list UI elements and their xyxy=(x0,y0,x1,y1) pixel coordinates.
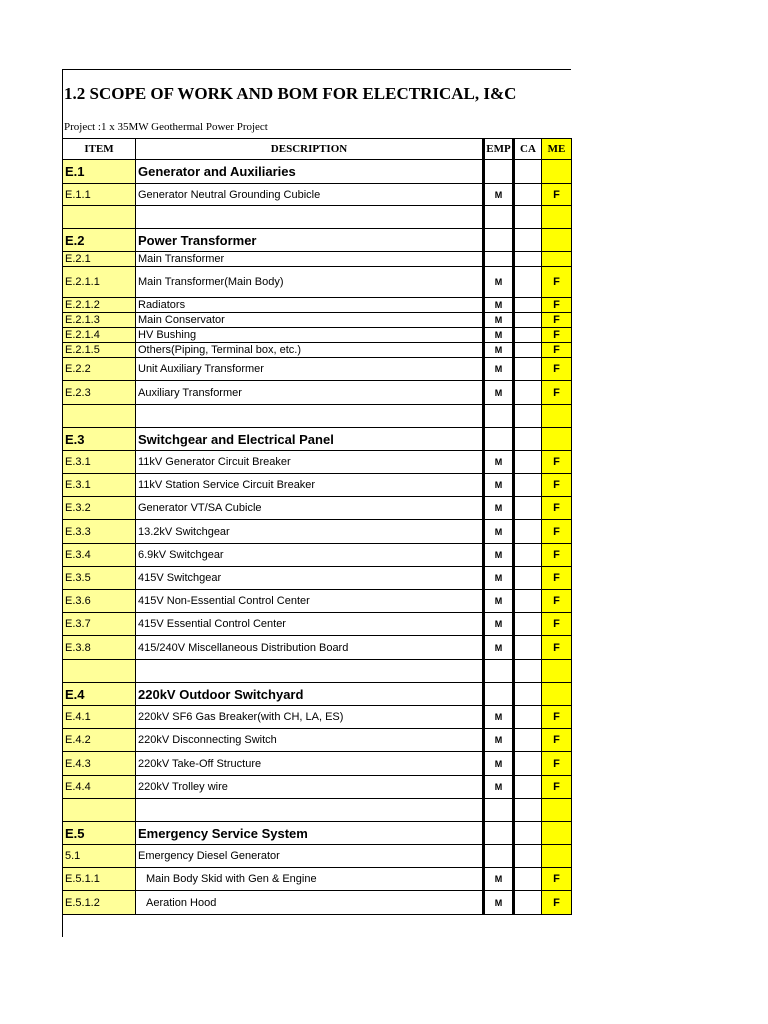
ca-cell xyxy=(514,298,542,313)
me-cell: F xyxy=(542,267,572,298)
table-row xyxy=(63,184,572,206)
emp-cell: M xyxy=(484,497,514,520)
emp-cell: M xyxy=(484,636,514,660)
table-row xyxy=(63,706,572,729)
me-cell: F xyxy=(542,729,572,752)
description-cell xyxy=(136,799,484,822)
me-cell: F xyxy=(542,776,572,799)
emp-cell xyxy=(484,845,514,868)
item-cell: E.5 xyxy=(63,822,136,845)
item-cell: E.4 xyxy=(63,683,136,706)
description-cell: Auxiliary Transformer xyxy=(136,381,484,405)
me-cell: F xyxy=(542,381,572,405)
item-cell: E.5.1.2 xyxy=(63,891,136,915)
ca-cell xyxy=(514,451,542,474)
item-cell: E.3.2 xyxy=(63,497,136,520)
ca-cell xyxy=(514,328,542,343)
table-row xyxy=(63,328,572,343)
ca-cell xyxy=(514,343,542,358)
ca-cell xyxy=(514,590,542,613)
emp-cell xyxy=(484,799,514,822)
emp-cell xyxy=(484,229,514,252)
table-row xyxy=(63,567,572,590)
table-row xyxy=(63,891,572,915)
section-row xyxy=(63,822,572,845)
item-cell xyxy=(63,206,136,229)
item-cell: E.3.6 xyxy=(63,590,136,613)
ca-cell xyxy=(514,381,542,405)
ca-cell xyxy=(514,868,542,891)
description-cell: 220kV Trolley wire xyxy=(136,776,484,799)
description-cell: Others(Piping, Terminal box, etc.) xyxy=(136,343,484,358)
header-ca: CA xyxy=(514,139,542,160)
description-cell xyxy=(136,206,484,229)
me-cell xyxy=(542,845,572,868)
item-cell: E.3.1 xyxy=(63,451,136,474)
item-cell xyxy=(63,405,136,428)
ca-cell xyxy=(514,845,542,868)
emp-cell: M xyxy=(484,706,514,729)
me-cell: F xyxy=(542,636,572,660)
emp-cell: M xyxy=(484,343,514,358)
ca-cell xyxy=(514,358,542,381)
ca-cell xyxy=(514,428,542,451)
emp-cell xyxy=(484,160,514,184)
item-cell: E.2.1.2 xyxy=(63,298,136,313)
description-cell: 11kV Station Service Circuit Breaker xyxy=(136,474,484,497)
description-cell: 220kV Disconnecting Switch xyxy=(136,729,484,752)
ca-cell xyxy=(514,474,542,497)
description-cell: 415/240V Miscellaneous Distribution Board xyxy=(136,636,484,660)
description-cell: Aeration Hood xyxy=(136,891,484,915)
ca-cell xyxy=(514,544,542,567)
emp-cell: M xyxy=(484,267,514,298)
item-cell: E.3.5 xyxy=(63,567,136,590)
emp-cell xyxy=(484,822,514,845)
me-cell xyxy=(542,683,572,706)
table-row xyxy=(63,298,572,313)
table-row xyxy=(63,520,572,544)
ca-cell xyxy=(514,891,542,915)
item-cell: E.4.3 xyxy=(63,752,136,776)
blank-row xyxy=(63,799,572,822)
item-cell: 5.1 xyxy=(63,845,136,868)
me-cell xyxy=(542,660,572,683)
description-cell: Switchgear and Electrical Panel xyxy=(136,428,484,451)
me-cell: F xyxy=(542,184,572,206)
emp-cell: M xyxy=(484,776,514,799)
description-cell: HV Bushing xyxy=(136,328,484,343)
description-cell: Main Transformer(Main Body) xyxy=(136,267,484,298)
bom-table-body xyxy=(63,139,572,915)
page-frame-top xyxy=(62,69,571,70)
emp-cell xyxy=(484,206,514,229)
description-cell: Power Transformer xyxy=(136,229,484,252)
ca-cell xyxy=(514,160,542,184)
item-cell: E.1.1 xyxy=(63,184,136,206)
description-cell: 11kV Generator Circuit Breaker xyxy=(136,451,484,474)
emp-cell xyxy=(484,428,514,451)
section-row xyxy=(63,683,572,706)
emp-cell: M xyxy=(484,298,514,313)
description-cell: Generator Neutral Grounding Cubicle xyxy=(136,184,484,206)
document-title: 1.2 SCOPE OF WORK AND BOM FOR ELECTRICAL, I&C xyxy=(64,84,517,103)
me-cell: F xyxy=(542,613,572,636)
me-cell: F xyxy=(542,590,572,613)
section-row xyxy=(63,428,572,451)
project-label: Project :1 x 35MW Geothermal Power Project xyxy=(64,121,268,133)
me-cell xyxy=(542,206,572,229)
item-cell: E.2.1.3 xyxy=(63,313,136,328)
table-row xyxy=(63,729,572,752)
description-cell: 415V Essential Control Center xyxy=(136,613,484,636)
me-cell xyxy=(542,252,572,267)
header-item: ITEM xyxy=(63,139,136,160)
item-cell: E.3 xyxy=(63,428,136,451)
me-cell: F xyxy=(542,358,572,381)
table-row xyxy=(63,252,572,267)
item-cell: E.2.1 xyxy=(63,252,136,267)
me-cell: F xyxy=(542,497,572,520)
me-cell xyxy=(542,428,572,451)
me-cell: F xyxy=(542,343,572,358)
item-cell: E.4.4 xyxy=(63,776,136,799)
table-row xyxy=(63,451,572,474)
blank-row xyxy=(63,405,572,428)
emp-cell: M xyxy=(484,358,514,381)
description-cell: 415V Switchgear xyxy=(136,567,484,590)
item-cell: E.4.2 xyxy=(63,729,136,752)
item-cell: E.4.1 xyxy=(63,706,136,729)
description-cell: Main Transformer xyxy=(136,252,484,267)
item-cell: E.5.1.1 xyxy=(63,868,136,891)
emp-cell xyxy=(484,660,514,683)
emp-cell: M xyxy=(484,590,514,613)
description-cell: Emergency Service System xyxy=(136,822,484,845)
emp-cell xyxy=(484,405,514,428)
table-row xyxy=(63,358,572,381)
table-row xyxy=(63,613,572,636)
me-cell: F xyxy=(542,706,572,729)
ca-cell xyxy=(514,636,542,660)
me-cell xyxy=(542,822,572,845)
ca-cell xyxy=(514,613,542,636)
item-cell xyxy=(63,799,136,822)
me-cell xyxy=(542,229,572,252)
item-cell: E.3.1 xyxy=(63,474,136,497)
emp-cell xyxy=(484,252,514,267)
me-cell: F xyxy=(542,451,572,474)
ca-cell xyxy=(514,729,542,752)
item-cell: E.2.2 xyxy=(63,358,136,381)
me-cell: F xyxy=(542,868,572,891)
ca-cell xyxy=(514,497,542,520)
description-cell: Emergency Diesel Generator xyxy=(136,845,484,868)
header-description: DESCRIPTION xyxy=(136,139,484,160)
description-cell: Main Conservator xyxy=(136,313,484,328)
item-cell: E.1 xyxy=(63,160,136,184)
table-row xyxy=(63,313,572,328)
emp-cell: M xyxy=(484,328,514,343)
me-cell: F xyxy=(542,313,572,328)
table-row xyxy=(63,544,572,567)
description-cell: 13.2kV Switchgear xyxy=(136,520,484,544)
me-cell: F xyxy=(542,567,572,590)
table-row xyxy=(63,381,572,405)
table-row xyxy=(63,590,572,613)
item-cell: E.2.1.4 xyxy=(63,328,136,343)
emp-cell: M xyxy=(484,520,514,544)
item-cell: E.3.8 xyxy=(63,636,136,660)
bom-table xyxy=(62,138,572,915)
me-cell: F xyxy=(542,520,572,544)
description-cell: Main Body Skid with Gen & Engine xyxy=(136,868,484,891)
description-cell: Generator and Auxiliaries xyxy=(136,160,484,184)
description-cell: 415V Non-Essential Control Center xyxy=(136,590,484,613)
header-emp: EMP xyxy=(484,139,514,160)
ca-cell xyxy=(514,752,542,776)
blank-row xyxy=(63,660,572,683)
item-cell: E.3.4 xyxy=(63,544,136,567)
item-cell: E.2.3 xyxy=(63,381,136,405)
description-cell: Radiators xyxy=(136,298,484,313)
table-row xyxy=(63,636,572,660)
ca-cell xyxy=(514,799,542,822)
emp-cell xyxy=(484,683,514,706)
item-cell xyxy=(63,660,136,683)
table-row xyxy=(63,343,572,358)
ca-cell xyxy=(514,706,542,729)
emp-cell: M xyxy=(484,544,514,567)
emp-cell: M xyxy=(484,567,514,590)
emp-cell: M xyxy=(484,184,514,206)
description-cell: 6.9kV Switchgear xyxy=(136,544,484,567)
description-cell: 220kV SF6 Gas Breaker(with CH, LA, ES) xyxy=(136,706,484,729)
ca-cell xyxy=(514,313,542,328)
emp-cell: M xyxy=(484,313,514,328)
emp-cell: M xyxy=(484,381,514,405)
me-cell: F xyxy=(542,328,572,343)
emp-cell: M xyxy=(484,752,514,776)
item-cell: E.2.1.1 xyxy=(63,267,136,298)
description-cell xyxy=(136,405,484,428)
ca-cell xyxy=(514,184,542,206)
table-row xyxy=(63,474,572,497)
ca-cell xyxy=(514,660,542,683)
emp-cell: M xyxy=(484,868,514,891)
section-row xyxy=(63,160,572,184)
table-header-row xyxy=(63,139,572,160)
table-row xyxy=(63,845,572,868)
emp-cell: M xyxy=(484,474,514,497)
me-cell: F xyxy=(542,298,572,313)
blank-row xyxy=(63,206,572,229)
description-cell: 220kV Take-Off Structure xyxy=(136,752,484,776)
me-cell: F xyxy=(542,891,572,915)
emp-cell: M xyxy=(484,729,514,752)
item-cell: E.3.7 xyxy=(63,613,136,636)
ca-cell xyxy=(514,567,542,590)
ca-cell xyxy=(514,405,542,428)
emp-cell: M xyxy=(484,613,514,636)
table-row xyxy=(63,868,572,891)
description-cell xyxy=(136,660,484,683)
description-cell: Unit Auxiliary Transformer xyxy=(136,358,484,381)
me-cell xyxy=(542,799,572,822)
ca-cell xyxy=(514,229,542,252)
ca-cell xyxy=(514,252,542,267)
emp-cell: M xyxy=(484,451,514,474)
table-row xyxy=(63,776,572,799)
table-row xyxy=(63,497,572,520)
ca-cell xyxy=(514,267,542,298)
me-cell xyxy=(542,405,572,428)
me-cell: F xyxy=(542,752,572,776)
ca-cell xyxy=(514,206,542,229)
ca-cell xyxy=(514,822,542,845)
ca-cell xyxy=(514,776,542,799)
ca-cell xyxy=(514,683,542,706)
section-row xyxy=(63,229,572,252)
description-cell: 220kV Outdoor Switchyard xyxy=(136,683,484,706)
item-cell: E.2 xyxy=(63,229,136,252)
table-row xyxy=(63,752,572,776)
description-cell: Generator VT/SA Cubicle xyxy=(136,497,484,520)
header-me: ME xyxy=(542,139,572,160)
item-cell: E.3.3 xyxy=(63,520,136,544)
ca-cell xyxy=(514,520,542,544)
emp-cell: M xyxy=(484,891,514,915)
item-cell: E.2.1.5 xyxy=(63,343,136,358)
me-cell: F xyxy=(542,544,572,567)
table-row xyxy=(63,267,572,298)
me-cell xyxy=(542,160,572,184)
me-cell: F xyxy=(542,474,572,497)
